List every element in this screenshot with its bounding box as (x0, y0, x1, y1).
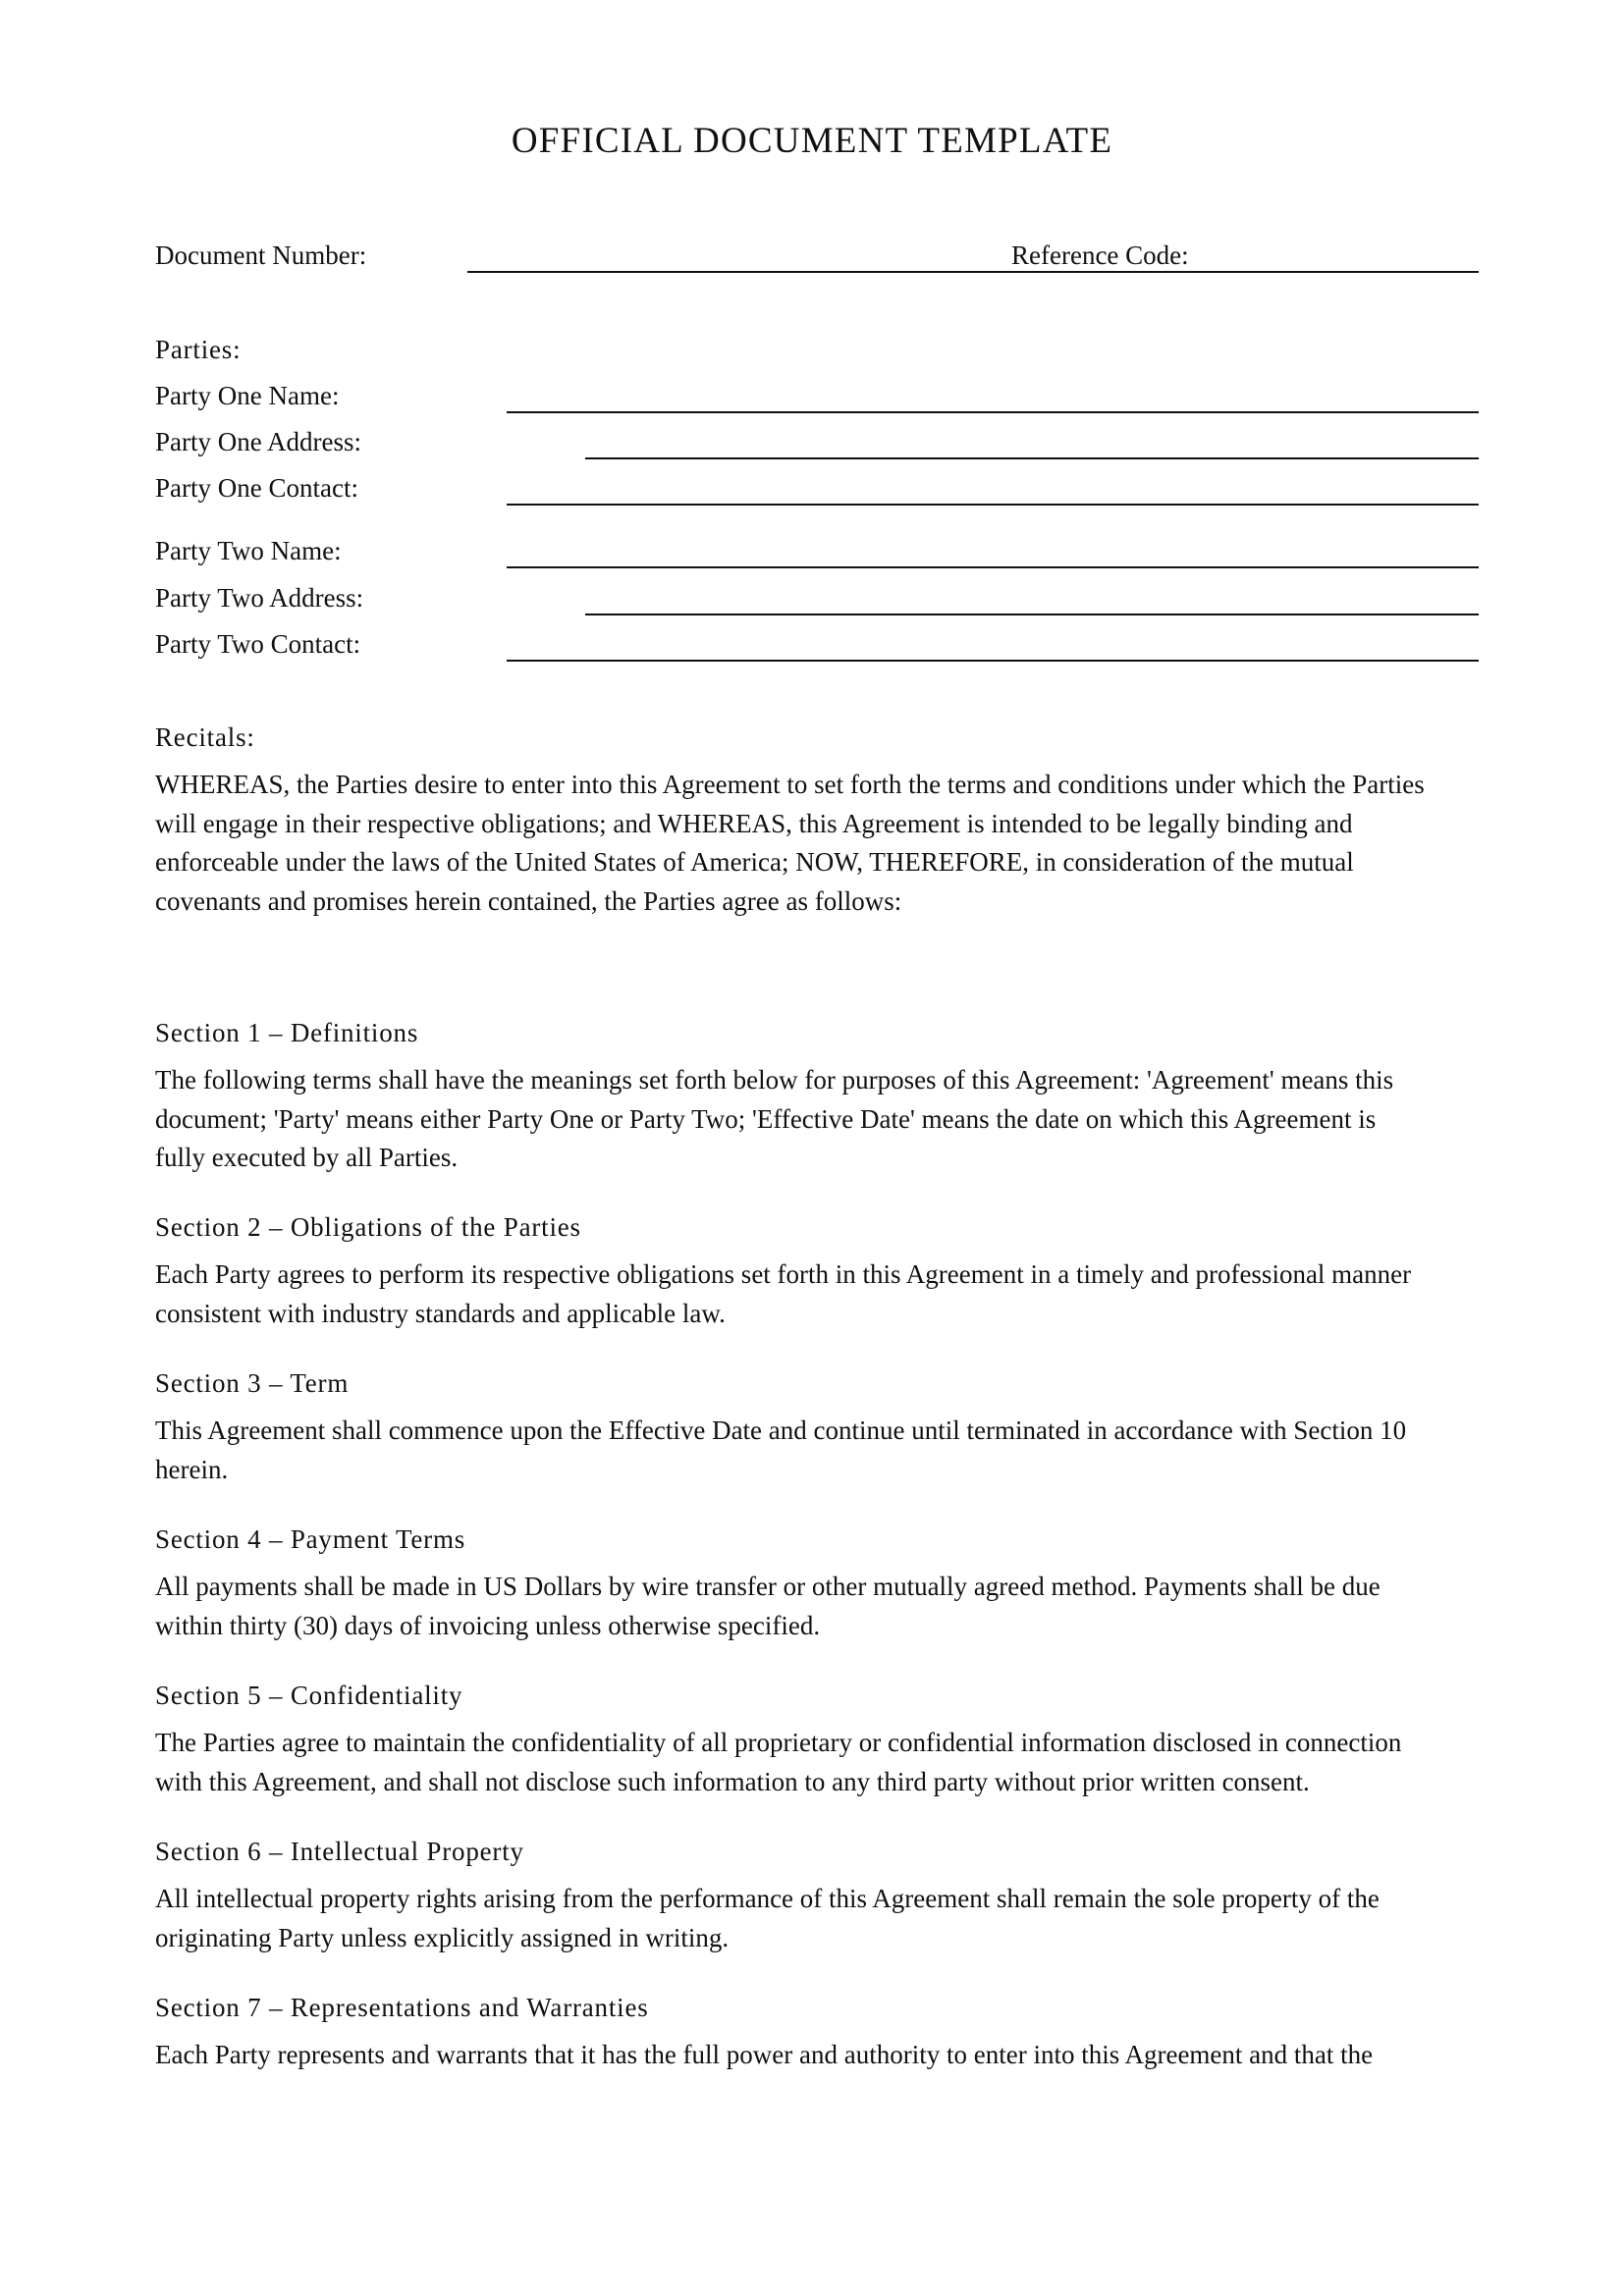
section-4-heading: Section 4 – Payment Terms (155, 1524, 466, 1554)
section-6-heading: Section 6 – Intellectual Property (155, 1837, 524, 1866)
section-line: This Agreement shall commence upon the Effective Date and continue until terminated in accordance with Section 10 (155, 1415, 1407, 1445)
section-3-heading: Section 3 – Term (155, 1368, 350, 1398)
document-number-label: Document Number: (155, 240, 367, 270)
recitals-line: will engage in their respective obligations; and WHEREAS, this Agreement is intended to be legally binding and (155, 808, 1353, 838)
party-one-name-label: Party One Name: (155, 381, 340, 410)
section-line: consistent with industry standards and applicable law. (155, 1298, 726, 1328)
party-one-name-field-line[interactable] (507, 411, 1479, 413)
party-one-contact-field-line[interactable] (507, 504, 1479, 506)
party-two-address-field-line[interactable] (585, 614, 1479, 615)
section-line: originating Party unless explicitly assigned in writing. (155, 1922, 730, 1952)
section-2-heading: Section 2 – Obligations of the Parties (155, 1212, 581, 1242)
section-line: document; 'Party' means either Party One or Party Two; 'Effective Date' means the date on which this Agreement is (155, 1103, 1377, 1134)
party-two-address-label: Party Two Address: (155, 583, 364, 613)
section-line: All intellectual property rights arising from the performance of this Agreement shall remain the sole property of the (155, 1884, 1380, 1913)
section-line: Each Party agrees to perform its respective obligations set forth in this Agreement in a timely and professional manner (155, 1259, 1412, 1289)
party-two-name-label: Party Two Name: (155, 536, 342, 565)
document-number-field-line[interactable] (467, 271, 1479, 273)
section-line: herein. (155, 1454, 229, 1484)
document-title: OFFICIAL DOCUMENT TEMPLATE (511, 121, 1113, 161)
section-3-text (155, 1412, 1481, 1489)
recitals-paragraph (155, 766, 1481, 921)
reference-code-label: Reference Code: (1011, 240, 1189, 270)
section-6-text (155, 1880, 1481, 1957)
recitals-line: covenants and promises herein contained, the Parties agree as follows: (155, 885, 902, 916)
party-two-contact-label: Party Two Contact: (155, 629, 361, 659)
section-5-text (155, 1724, 1481, 1801)
section-line: The Parties agree to maintain the confidentiality of all proprietary or confidential information disclosed in connection (155, 1728, 1402, 1757)
section-1-text (155, 1061, 1481, 1178)
parties-heading: Parties: (155, 335, 242, 364)
party-two-contact-field-line[interactable] (507, 660, 1479, 662)
party-one-address-label: Party One Address: (155, 427, 361, 456)
section-line: within thirty (30) days of invoicing unless otherwise specified. (155, 1610, 821, 1640)
recitals-line: enforceable under the laws of the United States of America; NOW, THEREFORE, in consideration of the mutual (155, 847, 1354, 877)
section-line: All payments shall be made in US Dollars by wire transfer or other mutually agreed method. Payments shall be due (155, 1572, 1380, 1601)
section-1-heading: Section 1 – Definitions (155, 1018, 419, 1047)
section-line: with this Agreement, and shall not disclose such information to any third party without prior written consent. (155, 1766, 1310, 1796)
section-2-text (155, 1255, 1481, 1333)
party-one-contact-label: Party One Contact: (155, 473, 358, 503)
party-two-name-field-line[interactable] (507, 566, 1479, 568)
section-line: Each Party represents and warrants that it has the full power and authority to enter into this Agreement and that the (155, 2040, 1374, 2069)
recitals-heading: Recitals: (155, 722, 255, 752)
section-line: fully executed by all Parties. (155, 1143, 459, 1172)
recitals-line: WHEREAS, the Parties desire to enter into this Agreement to set forth the terms and conditions under which the Parties (155, 770, 1425, 799)
section-7-heading: Section 7 – Representations and Warranties (155, 1993, 649, 2022)
section-line: The following terms shall have the meanings set forth below for purposes of this Agreement: 'Agreement' means this (155, 1065, 1394, 1095)
section-4-text (155, 1568, 1481, 1645)
section-7-text (155, 2036, 1481, 2075)
party-one-address-field-line[interactable] (585, 457, 1479, 459)
section-5-heading: Section 5 – Confidentiality (155, 1681, 463, 1710)
